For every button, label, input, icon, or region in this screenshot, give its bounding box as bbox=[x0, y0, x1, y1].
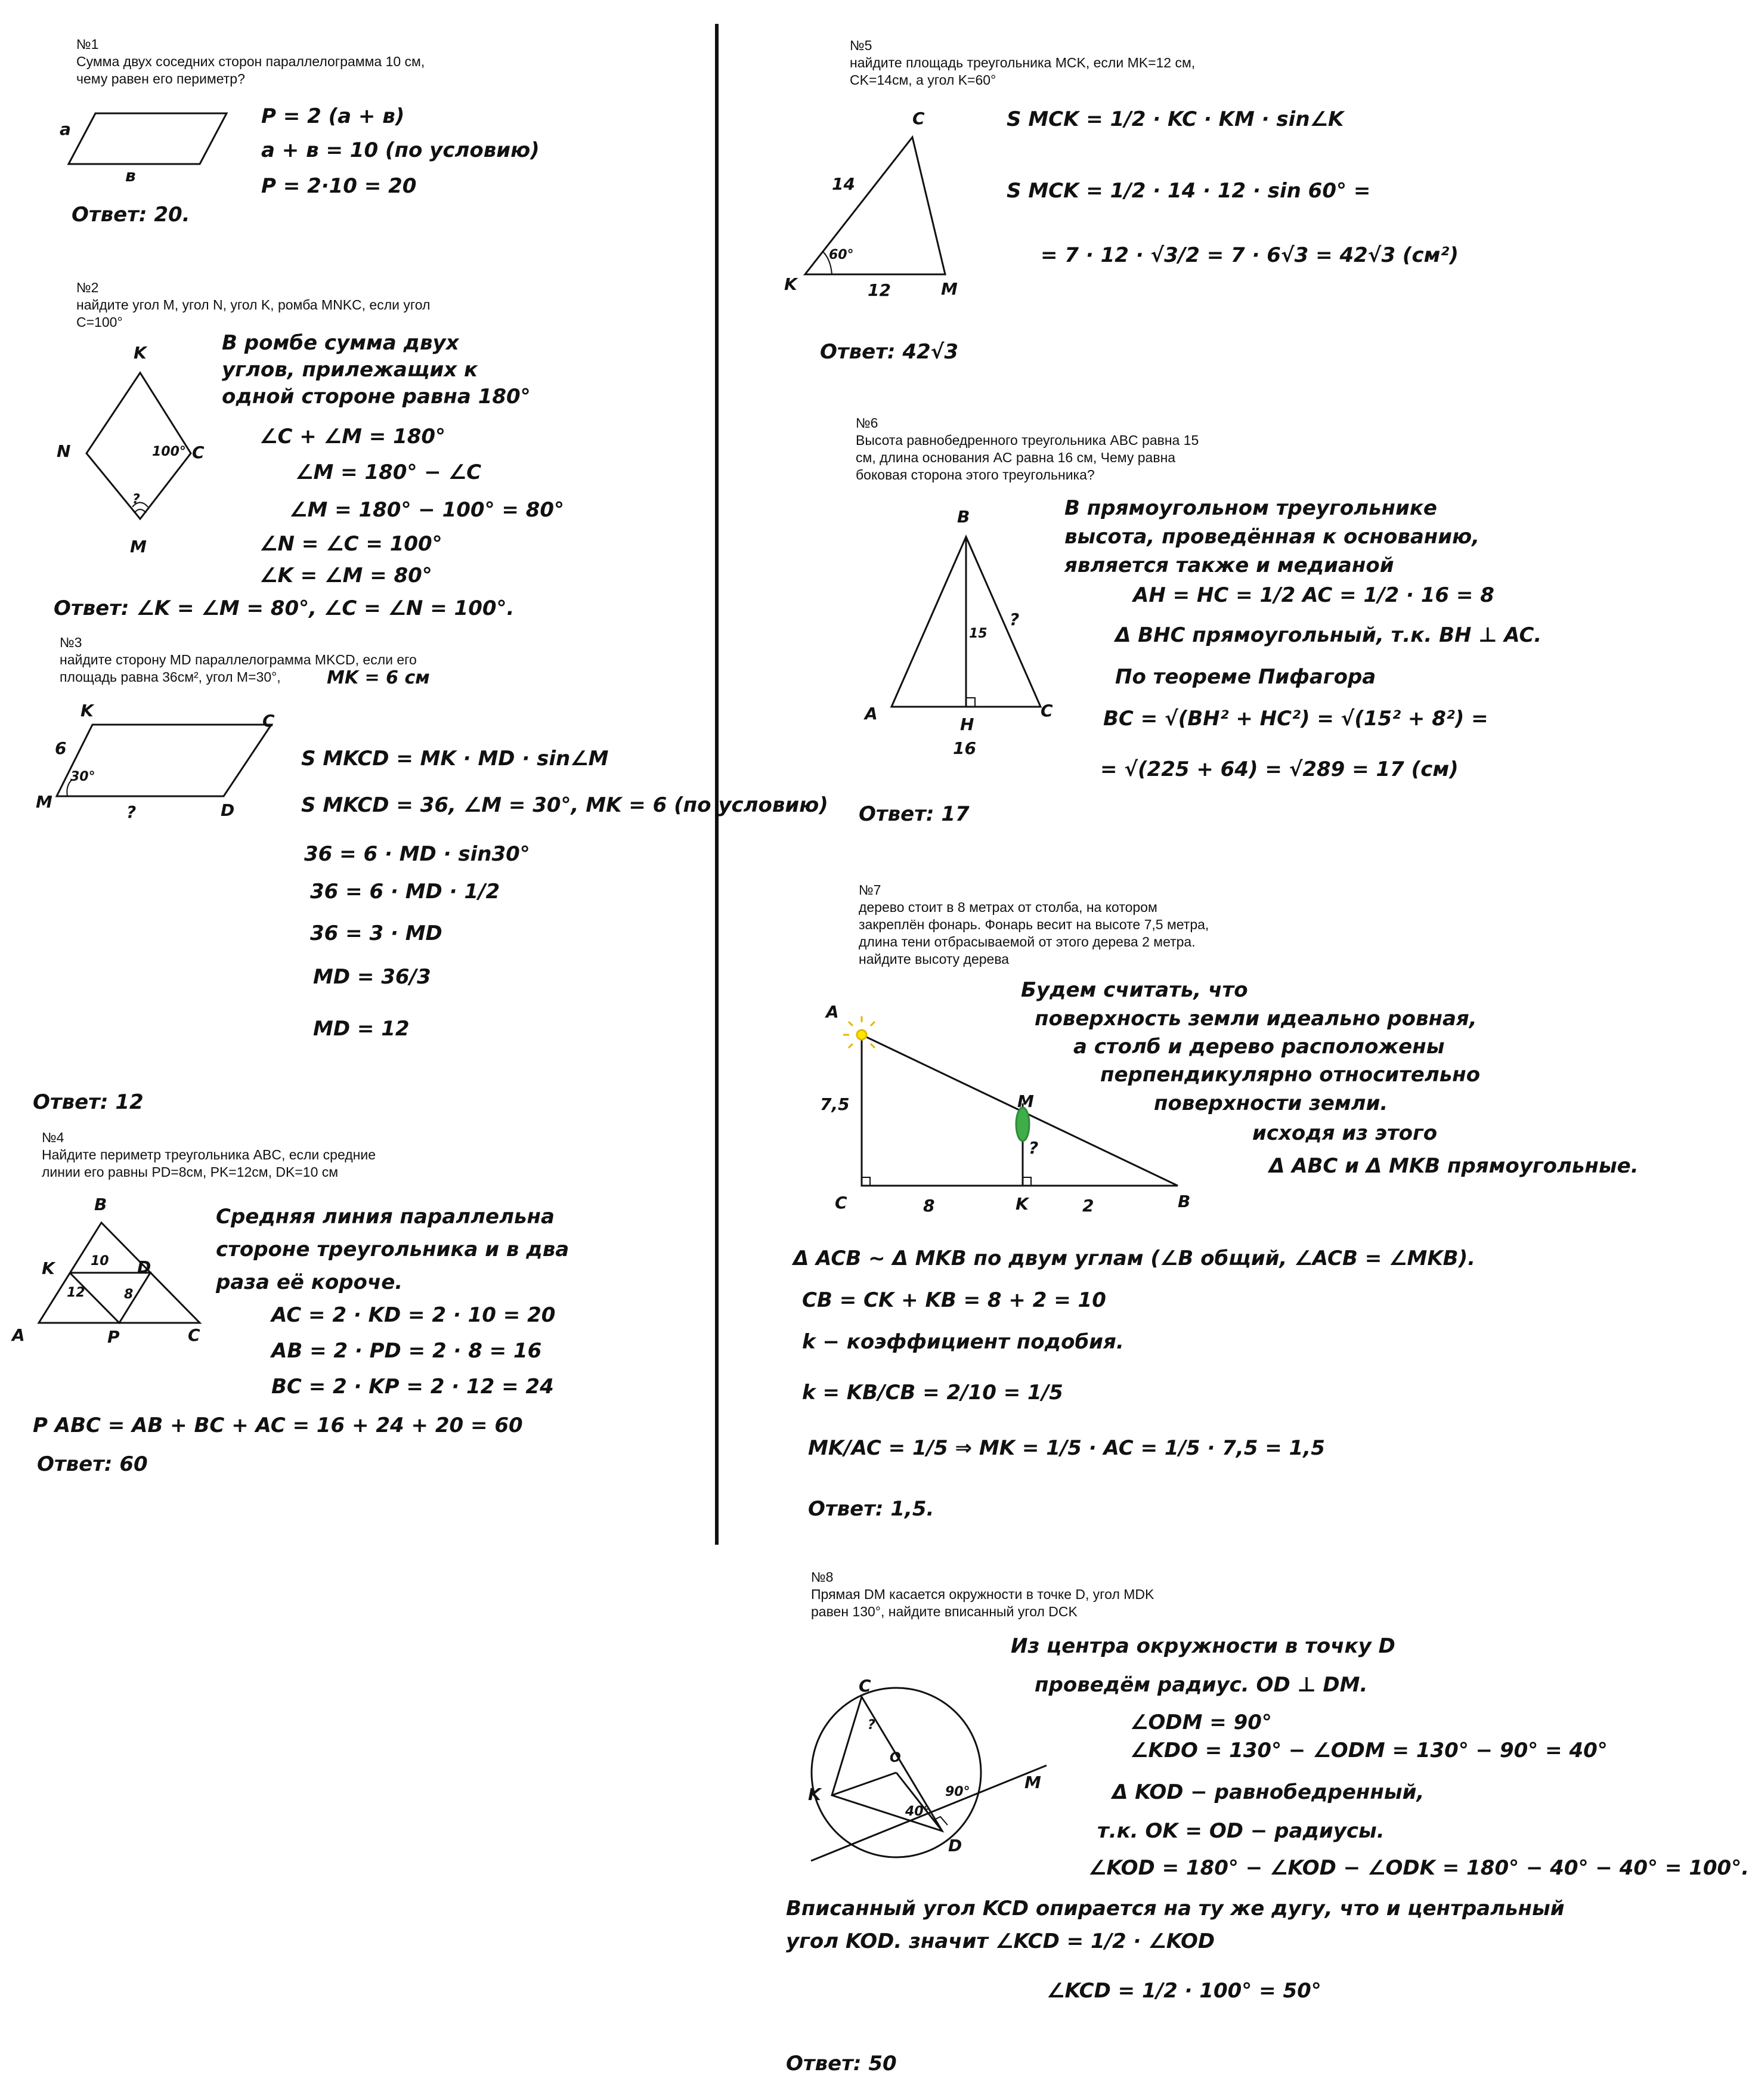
figure-label: K bbox=[1016, 1194, 1029, 1214]
problem-number: №1 bbox=[76, 36, 99, 52]
figure-label: M bbox=[1017, 1091, 1034, 1111]
solution-line: ∠M = 180° − ∠C bbox=[295, 460, 482, 484]
figure-label: C bbox=[859, 1676, 871, 1696]
problem-number: №7 bbox=[859, 882, 881, 898]
problem-4-statement bbox=[42, 1129, 376, 1181]
note-line: является также и медианой bbox=[1064, 553, 1394, 577]
solution-line: a + в = 10 (по условию) bbox=[261, 138, 540, 162]
figure-label: 8 bbox=[923, 1196, 935, 1216]
figure-label: K bbox=[81, 701, 94, 720]
solution-line: 36 = 6 · MD · sin30° bbox=[304, 842, 530, 866]
note-line: углов, прилежащих к bbox=[222, 358, 478, 382]
solution-line: S MCK = 1/2 · 14 · 12 · sin 60° = bbox=[1007, 179, 1371, 203]
figure-label: 6 bbox=[55, 738, 67, 758]
problem-number: №4 bbox=[42, 1130, 64, 1145]
figure-label: M bbox=[1024, 1773, 1041, 1792]
statement-line: закреплён фонарь. Фонарь весит на высоте 7,5 метра, bbox=[859, 917, 1209, 932]
solution-line: По теореме Пифагора bbox=[1115, 665, 1376, 689]
solution-line: ∠KOD = 180° − ∠KOD − ∠ODK = 180° − 40° − 40° = 100°. bbox=[1088, 1856, 1749, 1880]
figure-label: A bbox=[826, 1002, 839, 1022]
note-line: Δ ABC и Δ MKB прямоугольные. bbox=[1269, 1154, 1639, 1178]
figure-label: 12 bbox=[67, 1285, 85, 1300]
solution-line: MD = 12 bbox=[313, 1017, 410, 1041]
answer: Ответ: 17 bbox=[859, 802, 970, 826]
figure-label: K bbox=[134, 343, 147, 363]
solution-line: ∠C + ∠M = 180° bbox=[259, 425, 446, 449]
triangle-mck-figure bbox=[796, 131, 963, 280]
figure-label: C bbox=[192, 443, 205, 462]
solution-line: P ABC = AB + BC + AC = 16 + 24 + 20 = 60 bbox=[33, 1414, 523, 1437]
figure-label: в bbox=[125, 166, 136, 185]
answer: Ответ: 60 bbox=[37, 1452, 148, 1476]
figure-label: ? bbox=[132, 492, 140, 507]
figure-label: B bbox=[957, 507, 970, 527]
figure-label: M bbox=[941, 279, 958, 299]
figure-label: B bbox=[1178, 1192, 1191, 1211]
figure-label: C bbox=[188, 1325, 200, 1345]
figure-label: 8 bbox=[124, 1287, 134, 1302]
note-line: раза её короче. bbox=[216, 1270, 403, 1294]
figure-label: H bbox=[960, 715, 974, 734]
solution-line: BC = √(BH² + HC²) = √(15² + 8²) = bbox=[1103, 707, 1488, 731]
note-line: проведём радиус. OD ⊥ DM. bbox=[1035, 1673, 1368, 1697]
answer: Ответ: ∠K = ∠M = 80°, ∠C = ∠N = 100°. bbox=[54, 596, 515, 620]
statement-line: найдите сторону MD параллелограмма MKCD, если его bbox=[60, 652, 417, 667]
note-line: одной стороне равна 180° bbox=[222, 385, 531, 409]
parallelogram-figure bbox=[60, 107, 239, 179]
answer: Ответ: 50 bbox=[786, 2052, 897, 2076]
figure-label: A bbox=[12, 1325, 25, 1345]
solution-line: ∠N = ∠C = 100° bbox=[259, 532, 442, 556]
statement-line: площадь равна 36см², угол M=30°, bbox=[60, 669, 281, 685]
statement-line: равен 130°, найдите вписанный угол DCK bbox=[811, 1604, 1078, 1619]
note-line: исходя из этого bbox=[1252, 1121, 1438, 1145]
solution-line: P = 2 (a + в) bbox=[261, 104, 405, 128]
solution-line: Δ BHC прямоугольный, т.к. BH ⊥ AC. bbox=[1115, 623, 1542, 647]
solution-line: ∠ODM = 90° bbox=[1130, 1711, 1272, 1734]
problem-number: №6 bbox=[856, 415, 878, 431]
solution-line: S MKCD = MK · MD · sin∠M bbox=[301, 747, 609, 771]
statement-line: Сумма двух соседних сторон параллелограмма 10 см, bbox=[76, 54, 425, 69]
solution-line: P = 2·10 = 20 bbox=[261, 174, 417, 198]
figure-label: 30° bbox=[70, 769, 95, 784]
figure-label: 90° bbox=[945, 1784, 970, 1799]
figure-label: ? bbox=[1029, 1138, 1039, 1158]
note-line: Будем считать, что bbox=[1021, 978, 1248, 1002]
solution-line: BC = 2 · KP = 2 · 12 = 24 bbox=[271, 1375, 554, 1399]
solution-line: 36 = 6 · MD · 1/2 bbox=[310, 880, 500, 904]
problem-2-statement bbox=[76, 279, 430, 331]
problem-7-statement bbox=[859, 882, 1209, 968]
statement-line: см, длина основания AC равна 16 см, Чему равна bbox=[856, 450, 1176, 465]
problem-6-statement bbox=[856, 415, 1199, 484]
note-line: Средняя линия параллельна bbox=[216, 1205, 555, 1229]
note-line: высота, проведённая к основанию, bbox=[1064, 525, 1480, 549]
statement-line: длина тени отбрасываемой от этого дерева 2 метра. bbox=[859, 934, 1196, 950]
problem-5-statement bbox=[850, 37, 1195, 89]
note-line: стороне треугольника и в два bbox=[216, 1238, 569, 1261]
figure-label: ? bbox=[1010, 610, 1020, 629]
figure-label: 60° bbox=[829, 248, 854, 262]
statement-line: Высота равнобедренного треугольника ABC равна 15 bbox=[856, 432, 1199, 448]
statement-line: дерево стоит в 8 метрах от столба, на котором bbox=[859, 899, 1157, 915]
figure-label: K bbox=[784, 274, 797, 294]
problem-number: №8 bbox=[811, 1569, 834, 1585]
figure-label: C bbox=[835, 1193, 847, 1213]
solution-line: AB = 2 · PD = 2 · 8 = 16 bbox=[271, 1339, 542, 1363]
solution-line: 36 = 3 · MD bbox=[310, 921, 442, 945]
figure-label: 2 bbox=[1082, 1196, 1094, 1216]
solution-line: CB = CK + KB = 8 + 2 = 10 bbox=[802, 1288, 1106, 1312]
answer: Ответ: 1,5. bbox=[808, 1497, 934, 1521]
problem-8-statement bbox=[811, 1569, 1154, 1620]
solution-line: MK/AC = 1/5 ⇒ MK = 1/5 · AC = 1/5 · 7,5 = 1,5 bbox=[808, 1436, 1325, 1460]
figure-label: 12 bbox=[868, 280, 891, 300]
statement-line: C=100° bbox=[76, 314, 123, 330]
note-line: перпендикулярно относительно bbox=[1100, 1063, 1481, 1087]
figure-label: M bbox=[130, 537, 147, 556]
note-line: поверхность земли идеально ровная, bbox=[1035, 1007, 1477, 1031]
solution-line: Вписанный угол KCD опирается на ту же дугу, что и центральный bbox=[786, 1897, 1565, 1920]
figure-label: C bbox=[912, 109, 925, 128]
figure-label: N bbox=[57, 441, 71, 461]
solution-line: AH = HC = 1/2 AC = 1/2 · 16 = 8 bbox=[1133, 583, 1494, 607]
solution-line: S MCK = 1/2 · KC · KM · sin∠K bbox=[1007, 107, 1344, 131]
solution-line: Δ KOD − равнобедренный, bbox=[1112, 1780, 1425, 1804]
figure-label: M bbox=[36, 792, 52, 812]
solution-line: ∠K = ∠M = 80° bbox=[259, 564, 432, 587]
figure-label: ? bbox=[126, 802, 137, 822]
figure-label: K bbox=[42, 1258, 55, 1278]
statement-line: найдите угол M, угол N, угол K, ромба MNKC, если угол bbox=[76, 297, 431, 313]
figure-label: O bbox=[890, 1750, 901, 1765]
figure-label: C bbox=[1041, 701, 1053, 720]
statement-line: CK=14см, а угол K=60° bbox=[850, 72, 996, 88]
problem-number: №3 bbox=[60, 635, 82, 650]
figure-label: K bbox=[808, 1784, 821, 1804]
column-divider bbox=[715, 24, 719, 1545]
problem-number: №2 bbox=[76, 280, 99, 295]
statement-line: боковая сторона этого треугольника? bbox=[856, 467, 1095, 483]
problem-number: №5 bbox=[850, 38, 872, 53]
figure-label: 100° bbox=[152, 444, 186, 459]
figure-label: C bbox=[262, 711, 275, 731]
statement-line: найдите площадь треугольника MCK, если MK=12 см, bbox=[850, 55, 1196, 70]
figure-label: A bbox=[865, 704, 878, 723]
solution-line: Δ ACB ~ Δ MKB по двум углам (∠B общий, ∠ACB = ∠MKB). bbox=[793, 1247, 1476, 1270]
note-line: а столб и дерево расположены bbox=[1073, 1035, 1445, 1059]
solution-line: угол KOD. значит ∠KCD = 1/2 · ∠KOD bbox=[786, 1929, 1215, 1953]
note-line: В ромбе сумма двух bbox=[222, 331, 459, 355]
solution-line: k = KB/CB = 2/10 = 1/5 bbox=[802, 1381, 1063, 1405]
solution-line: k − коэффициент подобия. bbox=[802, 1330, 1124, 1354]
solution-line: т.к. OK = OD − радиусы. bbox=[1097, 1819, 1385, 1843]
problem-1-statement bbox=[76, 36, 425, 88]
statement-line: Прямая DM касается окружности в точке D, угол MDK bbox=[811, 1586, 1154, 1602]
note-line: поверхности земли. bbox=[1154, 1091, 1388, 1115]
figure-label: 16 bbox=[953, 738, 976, 758]
statement-line: найдите высоту дерева bbox=[859, 951, 1010, 967]
figure-label: P bbox=[107, 1327, 120, 1347]
figure-label: 10 bbox=[91, 1254, 109, 1269]
solution-line: MD = 36/3 bbox=[313, 965, 431, 989]
figure-label: ? bbox=[868, 1718, 875, 1733]
solution-line: = √(225 + 64) = √289 = 17 (см) bbox=[1100, 757, 1459, 781]
solution-line: ∠KDO = 130° − ∠ODM = 130° − 90° = 40° bbox=[1130, 1739, 1608, 1762]
figure-label: D bbox=[221, 800, 235, 820]
note-line: В прямоугольном треугольнике bbox=[1064, 496, 1437, 520]
figure-label: 15 bbox=[969, 626, 988, 641]
figure-label: a bbox=[60, 119, 71, 139]
handwritten-inline: MK = 6 см bbox=[327, 667, 430, 688]
figure-label: D bbox=[948, 1836, 962, 1855]
note-line: Из центра окружности в точку D bbox=[1011, 1634, 1395, 1658]
answer: Ответ: 20. bbox=[72, 203, 190, 227]
solution-line: AC = 2 · KD = 2 · 10 = 20 bbox=[271, 1303, 556, 1327]
figure-label: D bbox=[137, 1257, 151, 1277]
isosceles-triangle-figure bbox=[883, 531, 1050, 716]
statement-line: Найдите периметр треугольника ABC, если средние bbox=[42, 1147, 376, 1162]
rhombus-figure bbox=[78, 364, 209, 531]
figure-label: 40° bbox=[905, 1804, 930, 1819]
statement-line: чему равен его периметр? bbox=[76, 71, 245, 86]
figure-label: 7,5 bbox=[820, 1094, 850, 1114]
figure-label: B bbox=[94, 1195, 107, 1214]
statement-line: линии его равны PD=8см, PK=12см, DK=10 см bbox=[42, 1164, 339, 1180]
answer: Ответ: 12 bbox=[33, 1090, 144, 1114]
figure-label: 14 bbox=[832, 174, 855, 194]
parallelogram-figure bbox=[51, 719, 289, 802]
solution-line: ∠KCD = 1/2 · 100° = 50° bbox=[1047, 1979, 1321, 2003]
solution-line: = 7 · 12 · √3/2 = 7 · 6√3 = 42√3 (см²) bbox=[1041, 243, 1459, 267]
triangle-midlines-figure bbox=[33, 1217, 212, 1330]
solution-line: ∠M = 180° − 100° = 80° bbox=[289, 498, 565, 522]
solution-line: S MKCD = 36, ∠M = 30°, MK = 6 (по условию) bbox=[301, 793, 828, 817]
answer: Ответ: 42√3 bbox=[820, 340, 958, 364]
